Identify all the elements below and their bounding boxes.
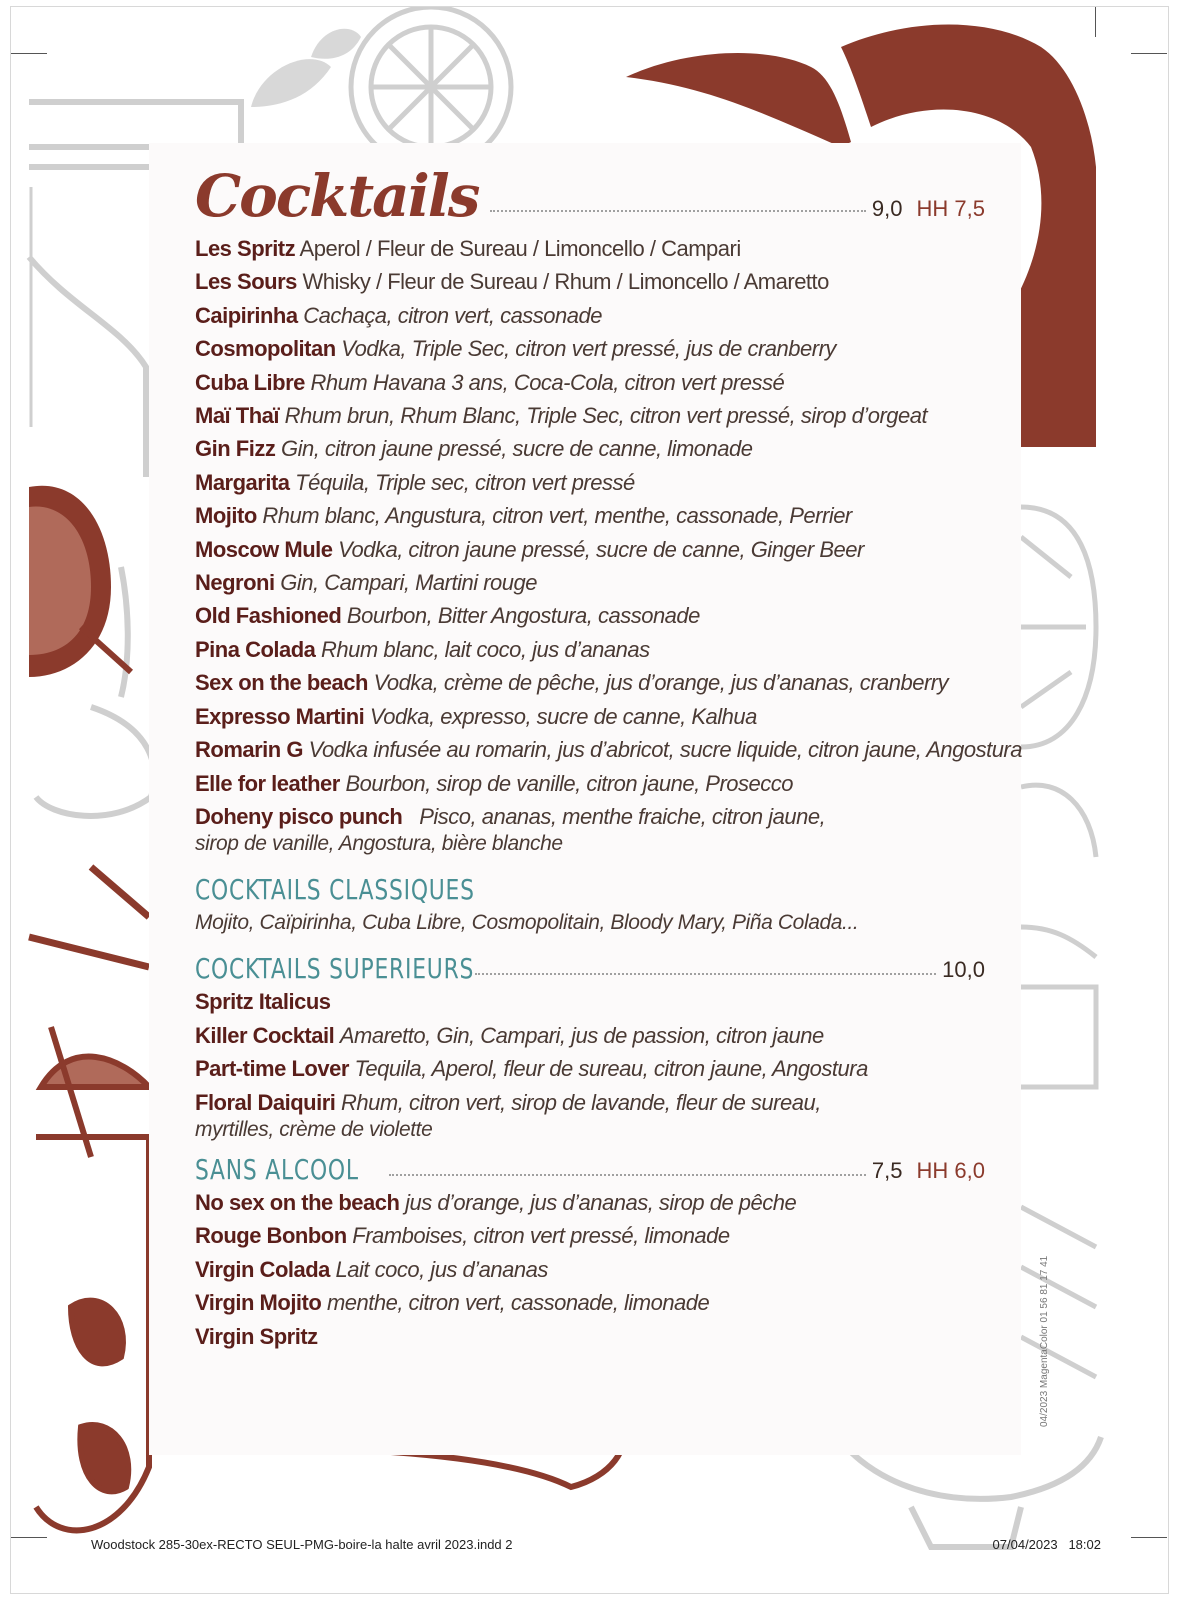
item-name: Virgin Spritz: [195, 1323, 318, 1349]
list-item: [195, 599, 985, 632]
list-item: [195, 633, 985, 666]
item-name: Old Fashioned: [195, 603, 342, 629]
item-description: menthe, citron vert, cassonade, limonade: [326, 1290, 710, 1316]
list-item: [195, 1286, 985, 1319]
item-description: Rhum Havana 3 ans, Coca-Cola, citron vert pressé: [310, 369, 785, 395]
item-name: Les Spritz: [195, 236, 296, 261]
item-description: Whisky / Fleur de Sureau / Rhum / Limoncello / Amaretto: [302, 269, 829, 295]
item-description: Gin, citron jaune pressé, sucre de canne, limonade: [280, 436, 753, 462]
item-name: Negroni: [195, 570, 275, 596]
item-name: Gin Fizz: [195, 436, 276, 462]
list-item: [195, 232, 985, 265]
item-description: Framboises, citron vert pressé, limonade: [352, 1223, 730, 1249]
sans-alcool-header: [195, 1153, 985, 1186]
section-title-classiques: COCKTAILS CLASSIQUES: [195, 873, 475, 907]
item-description: Tequila, Aperol, fleur de sureau, citron jaune, Angostura: [354, 1056, 868, 1082]
list-item: [195, 566, 985, 599]
item-name: Pina Colada: [195, 636, 316, 662]
happy-hour-price: HH 6,0: [916, 1157, 985, 1183]
item-name: Maï Thaï: [195, 403, 280, 429]
item-name: Part-time Lover: [195, 1056, 349, 1082]
list-item: [195, 700, 985, 733]
item-description: Rhum brun, Rhum Blanc, Triple Sec, citron vert pressé, sirop d’orgeat: [284, 403, 928, 429]
list-item: [195, 985, 985, 1018]
item-description: Rhum blanc, lait coco, jus d’ananas: [321, 636, 650, 662]
item-description: Vodka, Triple Sec, citron vert pressé, jus de cranberry: [341, 336, 836, 362]
list-item: [195, 366, 985, 399]
item-description: Vodka infusée au romarin, jus d’abricot, sucre liquide, citron jaune, Angostura: [308, 737, 1022, 763]
cocktail-list: [195, 232, 1022, 800]
item-name: Rouge Bonbon: [195, 1223, 347, 1249]
list-item: [195, 499, 985, 532]
fig-icon: [29, 486, 131, 677]
price: 9,0: [871, 196, 903, 221]
dot-leader: [475, 973, 936, 975]
list-item: [195, 466, 985, 499]
item-name: Elle for leather: [195, 770, 340, 796]
dot-leader: [490, 210, 865, 212]
item-description: Rhum blanc, Angustura, citron vert, menthe, cassonade, Perrier: [262, 503, 852, 529]
item-name: Cosmopolitan: [195, 336, 336, 362]
dot-leader: [389, 1174, 866, 1176]
item-description: Bourbon, Bitter Angostura, cassonade: [346, 603, 700, 629]
item-name: Expresso Martini: [195, 703, 365, 729]
item-name: Les Sours: [195, 269, 297, 295]
sans-alcool-list: [195, 1186, 985, 1353]
vertical-print-note: 04/2023 MagentaColor 01 56 81 17 41: [1039, 1255, 1050, 1427]
item-description: Téquila, Triple sec, citron vert pressé: [295, 469, 635, 495]
footer-timestamp: 07/04/2023 18:02: [992, 1537, 1101, 1552]
item-description-continued: myrtilles, crème de violette: [195, 1117, 433, 1141]
list-item: [195, 1253, 985, 1286]
item-name: Sex on the beach: [195, 670, 368, 696]
item-description: Pisco, ananas, menthe fraiche, citron jaune,: [419, 803, 826, 829]
item-name: Cuba Libre: [195, 369, 305, 395]
list-item: [195, 265, 985, 298]
item-name: No sex on the beach: [195, 1189, 400, 1215]
superieurs-list: [195, 985, 985, 1119]
item-description: Vodka, citron jaune pressé, sucre de canne, Ginger Beer: [338, 536, 864, 562]
item-description: Aperol / Fleur de Sureau / Limoncello / Campari: [299, 236, 741, 261]
list-item: [195, 666, 985, 699]
list-item: [195, 1219, 985, 1252]
superieurs-header: [195, 952, 985, 985]
section-title-superieurs: COCKTAILS SUPERIEURS: [195, 952, 475, 986]
item-description: Bourbon, sirop de vanille, citron jaune, Prosecco: [345, 770, 794, 796]
price: 10,0: [942, 957, 985, 983]
item-name: Doheny pisco punch: [195, 803, 403, 829]
page-title: Cocktails: [195, 162, 479, 230]
item-description: Amaretto, Gin, Campari, jus de passion, citron jaune: [339, 1022, 824, 1048]
item-name: Spritz Italicus: [195, 989, 331, 1015]
mint-leaf-icon: [251, 29, 361, 107]
list-item: [195, 767, 985, 800]
price: 7,5: [871, 1157, 903, 1183]
menu-content: [195, 160, 1022, 1353]
list-item: [195, 399, 985, 432]
item-name: Virgin Mojito: [195, 1290, 322, 1316]
item-description: Gin, Campari, Martini rouge: [280, 570, 537, 596]
list-item: [195, 332, 985, 365]
item-description: Rhum, citron vert, sirop de lavande, fleur de sureau,: [341, 1089, 821, 1115]
list-item: [195, 1320, 985, 1353]
print-footer: [91, 1537, 1101, 1552]
orange-slice-icon: [1021, 507, 1096, 1377]
item-name: Romarin G: [195, 737, 303, 763]
straw-icon: [29, 867, 149, 967]
list-item: [195, 1052, 985, 1085]
item-name: Floral Daiquiri: [195, 1089, 336, 1115]
item-name: Mojito: [195, 503, 257, 529]
list-item: [195, 1186, 985, 1219]
item-name: Caipirinha: [195, 302, 298, 328]
item-name: Moscow Mule: [195, 536, 333, 562]
item-description: Cachaça, citron vert, cassonade: [303, 302, 602, 328]
list-item: [195, 533, 985, 566]
footer-file: Woodstock 285-30ex-RECTO SEUL-PMG-boire-la halte avril 2023.indd 2: [91, 1537, 513, 1552]
item-description: jus d’orange, jus d’ananas, sirop de pêche: [405, 1189, 797, 1215]
list-item: [195, 1019, 985, 1052]
section-title-sans-alcool: SANS ALCOOL: [195, 1152, 359, 1186]
happy-hour-price: HH 7,5: [916, 196, 985, 221]
list-item: [195, 299, 985, 332]
item-description: Vodka, expresso, sucre de canne, Kalhua: [369, 703, 757, 729]
item-name: Virgin Colada: [195, 1256, 330, 1282]
item-description-continued: sirop de vanille, Angostura, bière blanche: [195, 832, 563, 856]
cocktails-header: [195, 160, 985, 232]
list-item: [195, 800, 985, 833]
classiques-list: Mojito, Caïpirinha, Cuba Libre, Cosmopolitain, Bloody Mary, Piña Colada...: [195, 911, 859, 935]
list-item: [195, 1086, 985, 1119]
item-description: Vodka, crème de pêche, jus d’orange, jus d’ananas, cranberry: [373, 670, 949, 696]
item-name: Killer Cocktail: [195, 1022, 335, 1048]
list-item: [195, 733, 1022, 766]
item-description: Lait coco, jus d’ananas: [335, 1256, 548, 1282]
umbrella-drink-icon: [36, 1027, 149, 1530]
item-name: Margarita: [195, 469, 290, 495]
list-item: [195, 432, 985, 465]
